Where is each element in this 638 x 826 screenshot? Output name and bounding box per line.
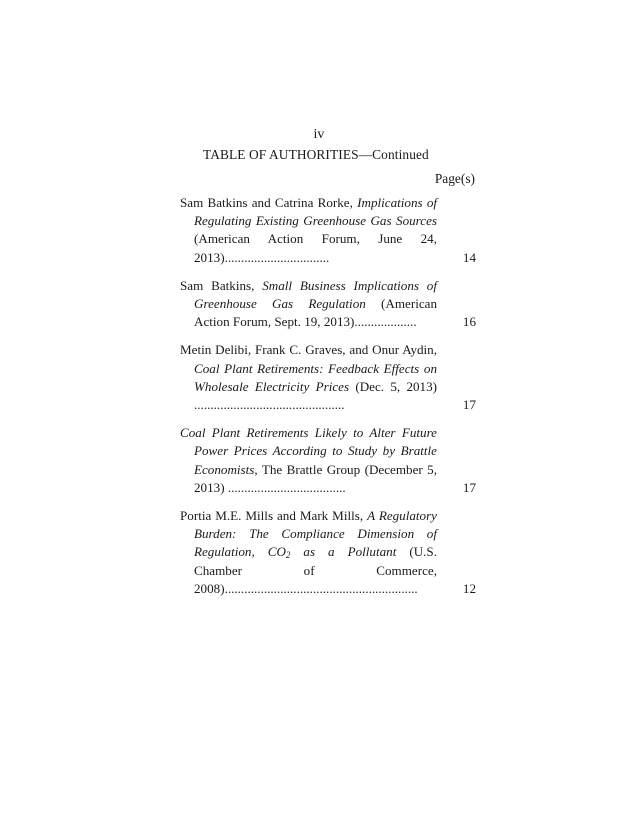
entry-work-title-part: A Regulatory Burden: The Compliance Dimension of Regulation, CO <box>194 508 437 560</box>
list-item <box>180 277 476 332</box>
entry-authors: Sam Batkins, <box>180 277 255 293</box>
entry-citation <box>180 194 437 267</box>
entry-work-title: Coal Plant Retirements Likely to Alter Future Power Prices According to Study by Brattle Economists <box>180 425 437 477</box>
entry-citation <box>180 424 437 497</box>
entry-page-number: 16 <box>462 314 476 330</box>
entry-authors: Portia M.E. Mills and Mark Mills, <box>180 508 364 524</box>
dot-leader: .............................................. <box>194 397 345 413</box>
entry-page-number: 12 <box>462 580 476 596</box>
entry-authors: Sam Batkins and Catrina Rorke, <box>180 195 353 210</box>
entry-source: (American Action Forum, June 24, 2013) <box>194 231 437 265</box>
authorities-list <box>180 194 476 608</box>
entry-page-number: 17 <box>462 397 476 413</box>
list-item <box>180 424 476 497</box>
entry-authors: Metin Delibi, Frank C. Graves, and Onur Aydin, <box>180 342 437 358</box>
list-item <box>180 507 476 598</box>
entry-page-number: 17 <box>462 479 476 495</box>
page-number <box>0 127 638 143</box>
entry-source: (Dec. 5, 2013) <box>355 378 437 394</box>
entry-source: (U.S. Chamber of Commerce, 2008) <box>194 544 437 596</box>
dot-leader: ................................ <box>224 249 330 265</box>
entry-work-title: Implications of Regulating Existing Greenhouse Gas Sources <box>194 195 438 229</box>
entry-work-title-part: as a Pollutant <box>290 544 397 560</box>
dot-leader: ................... <box>354 314 417 330</box>
page-number-text: iv <box>313 127 325 142</box>
list-item <box>180 194 476 267</box>
page-title: TABLE OF AUTHORITIES—Continued <box>203 147 429 162</box>
entry-citation <box>180 341 437 414</box>
pages-column-header: Page(s) <box>434 171 475 186</box>
entry-page-number: 14 <box>462 249 476 265</box>
entry-work-title: Small Business Implications of Greenhouse Gas Regulation <box>194 277 437 312</box>
entry-citation <box>180 277 437 332</box>
list-item <box>180 341 476 414</box>
entry-source: , The Brattle Group (December 5, 2013) <box>194 461 437 495</box>
dot-leader: .................................... <box>224 479 346 495</box>
entry-source: (American Action Forum, Sept. 19, 2013) <box>194 296 438 330</box>
subscript-two: 2 <box>285 550 291 561</box>
dot-leader: ........................................................... <box>224 580 418 596</box>
entry-work-title: Coal Plant Retirements: Feedback Effects on Wholesale Electricity Prices <box>194 360 437 394</box>
entry-citation <box>180 507 437 598</box>
